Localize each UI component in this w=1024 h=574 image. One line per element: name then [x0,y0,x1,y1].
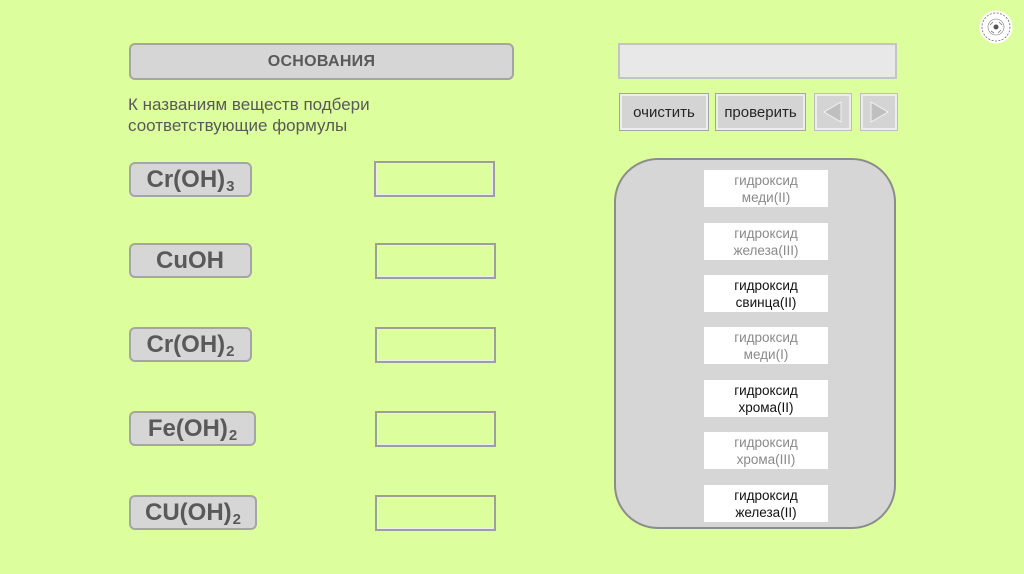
formula-subscript: 2 [228,427,238,444]
answer-card[interactable] [704,223,828,260]
card-line-1: гидроксид [734,382,798,398]
card-line-1: гидроксид [734,487,798,503]
card-line-1: гидроксид [734,172,798,188]
answer-drop-box-1[interactable] [374,161,495,197]
formula-cr-oh-3 [129,162,252,197]
arrow-left-icon [820,99,846,125]
formula-base: Fe(OH) [147,414,228,442]
card-line-2: хрома(III) [736,451,796,467]
formula-cuoh [129,243,252,278]
instruction-text: К названиям веществ подбери соответствующие формулы [128,95,370,135]
card-line-1: гидроксид [734,434,798,450]
card-line-2: меди(II) [741,189,791,205]
card-line-1: гидроксид [734,329,798,345]
answer-card[interactable] [704,170,828,207]
answer-drop-box-5[interactable] [375,495,496,531]
formula-base: Cr(OH) [146,330,226,358]
previous-button[interactable] [815,94,851,130]
answer-card[interactable] [704,327,828,364]
formula-subscript: 2 [232,511,241,528]
formula-fe-oh-2 [129,411,256,446]
card-line-2: свинца(II) [735,294,797,310]
card-line-2: меди(I) [743,346,789,362]
answer-card[interactable] [704,380,828,417]
answer-card[interactable] [704,275,828,312]
page-title: ОСНОВАНИЯ [129,43,514,80]
next-button[interactable] [861,94,897,130]
formula-base: CuOH [156,246,224,274]
formula-cr-oh-2 [129,327,252,362]
card-line-2: железа(II) [735,504,797,520]
answer-card[interactable] [704,432,828,469]
formula-subscript: 3 [226,178,235,195]
answer-card[interactable] [704,485,828,522]
arrow-right-icon [866,99,892,125]
formula-subscript: 2 [226,343,235,360]
formula-cu-oh-2 [129,495,257,530]
formula-base: Cr(OH) [146,165,226,193]
check-button[interactable]: проверить [716,94,805,130]
result-field [618,43,897,79]
card-line-2: хрома(II) [738,399,794,415]
clear-button[interactable]: очистить [620,94,708,130]
answer-drop-box-3[interactable] [375,327,496,363]
formula-base: CU(OH) [145,498,232,526]
card-line-2: железа(III) [733,242,799,258]
card-line-1: гидроксид [734,277,798,293]
card-line-1: гидроксид [734,225,798,241]
answer-drop-box-2[interactable] [375,243,496,279]
round-seal-logo-icon [977,8,1015,46]
answer-drop-box-4[interactable] [375,411,496,447]
